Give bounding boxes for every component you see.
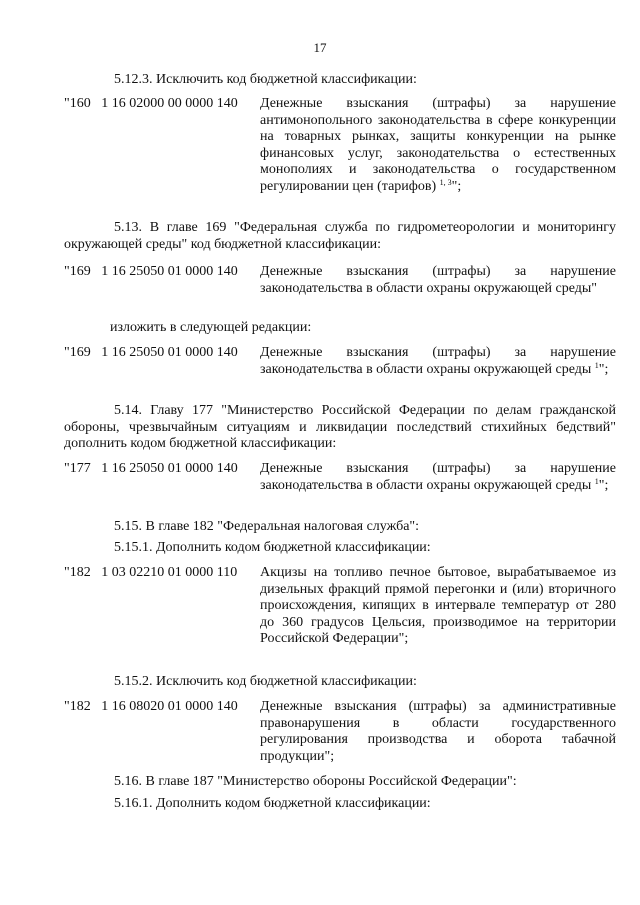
budget-code-description: Денежные взыскания (штрафы) за административные правонарушения в области государственного регулирования производства и оборота табачной продукции"; <box>260 699 616 764</box>
budget-code-description: Денежные взыскания (штрафы) за нарушение законодательства в области охраны окружающей среды $^1$"; <box>260 345 616 377</box>
budget-code: "160 1 16 02000 00 0000 140 <box>64 96 238 111</box>
page-number: 17 <box>313 40 327 55</box>
section-5-16-1: 5.16.1. Дополнить кодом бюджетной классификации: <box>114 796 431 811</box>
budget-code-description: Денежные взыскания (штрафы) за нарушение законодательства в области охраны окружающей среды $^1$"; <box>260 461 616 493</box>
budget-code-description: Денежные взыскания (штрафы) за нарушение законодательства в области охраны окружающей среды" <box>260 264 616 296</box>
budget-code: "182 1 03 02210 01 0000 110 <box>64 565 238 580</box>
budget-code-description: Акцизы на топливо печное бытовое, вырабатываемое из дизельных фракций прямой перегонки и (или) вторичного происхождения, кипящих в интервале температур от 280 до 360 градусов Цельсия, производимое на территории Российской Федерации"; <box>260 565 616 646</box>
footnote-ref: 1 <box>594 476 599 486</box>
budget-code: "169 1 16 25050 01 0000 140 <box>64 264 238 279</box>
footnote-ref: 1 <box>594 360 599 370</box>
section-5-14: 5.14. Главу 177 "Министерство Российской Федерации по делам гражданской обороны, чрезвычайным ситуациям и ликвидации последствий стихийных бедствий" дополнить кодом бюджетной классификации: <box>64 403 616 451</box>
budget-code: "177 1 16 25050 01 0000 140 <box>64 461 238 476</box>
footnote-ref: 1, 3 <box>439 177 452 187</box>
section-5-15-2: 5.15.2. Исключить код бюджетной классификации: <box>114 674 417 689</box>
section-5-15: 5.15. В главе 182 "Федеральная налоговая служба": <box>114 519 420 534</box>
section-5-15-1: 5.15.1. Дополнить кодом бюджетной классификации: <box>114 540 431 555</box>
redaction-instruction: изложить в следующей редакции: <box>110 320 312 335</box>
budget-code-description: Денежные взыскания (штрафы) за нарушение антимонопольного законодательства в сфере конкуренции на товарных рынках, защиты конкуренции на рынке финансовых услуг, законодательства о естественных монополиях и законодательства о государственном регулировании цен (тарифов) $^{1, 3}$"; <box>260 96 616 194</box>
section-5-16: 5.16. В главе 187 "Министерство обороны Российской Федерации": <box>114 774 517 789</box>
section-5-12-3: 5.12.3. Исключить код бюджетной классификации: <box>114 72 417 87</box>
budget-code: "169 1 16 25050 01 0000 140 <box>64 345 238 360</box>
section-5-13: 5.13. В главе 169 "Федеральная служба по гидрометеорологии и мониторингу окружающей среды" код бюджетной классификации: <box>64 220 616 252</box>
budget-code: "182 1 16 08020 01 0000 140 <box>64 699 238 714</box>
